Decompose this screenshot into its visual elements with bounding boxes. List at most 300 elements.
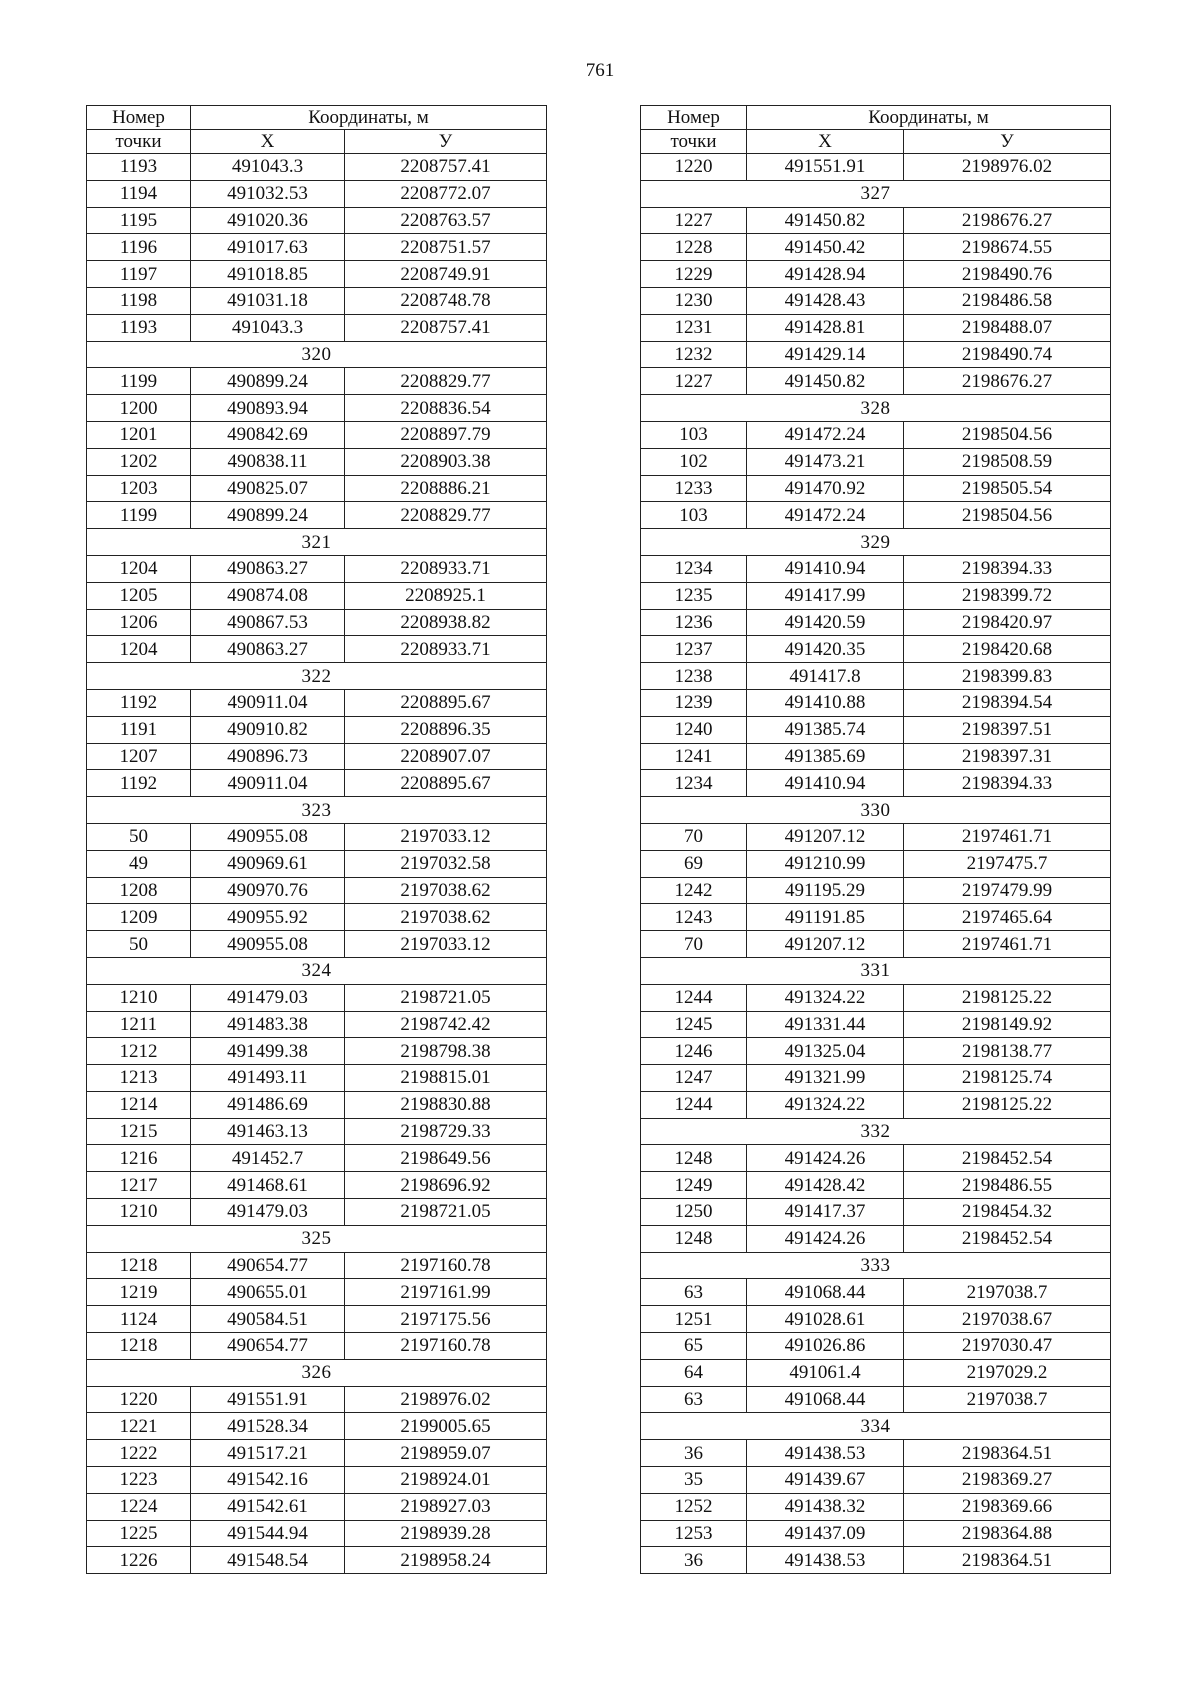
table-row bbox=[641, 663, 1111, 690]
table-row bbox=[641, 207, 1111, 234]
table-row bbox=[641, 234, 1111, 261]
point-number-cell: 1221 bbox=[87, 1413, 191, 1440]
point-number-cell: 70 bbox=[641, 823, 747, 850]
x-coordinate-cell: 491017.63 bbox=[191, 234, 345, 261]
point-number-cell: 1229 bbox=[641, 261, 747, 288]
table-row bbox=[641, 1386, 1111, 1413]
x-coordinate-cell: 491026.86 bbox=[747, 1333, 904, 1360]
x-coordinate-cell: 491417.8 bbox=[747, 663, 904, 690]
table-row bbox=[87, 1118, 547, 1145]
point-number-cell: 1248 bbox=[641, 1145, 747, 1172]
x-coordinate-cell: 491493.11 bbox=[191, 1065, 345, 1092]
point-number-cell: 1219 bbox=[87, 1279, 191, 1306]
x-coordinate-cell: 491450.42 bbox=[747, 234, 904, 261]
y-coordinate-cell: 2197029.2 bbox=[904, 1359, 1111, 1386]
y-coordinate-cell: 2197160.78 bbox=[345, 1252, 547, 1279]
coordinates-header: Координаты, м bbox=[747, 106, 1111, 130]
table-row bbox=[641, 1467, 1111, 1494]
y-coordinate-cell: 2208757.41 bbox=[345, 314, 547, 341]
y-coordinate-cell: 2198399.83 bbox=[904, 663, 1111, 690]
table-row bbox=[641, 770, 1111, 797]
y-coordinate-cell: 2198742.42 bbox=[345, 1011, 547, 1038]
x-coordinate-cell: 491420.35 bbox=[747, 636, 904, 663]
point-number-cell: 1236 bbox=[641, 609, 747, 636]
x-coordinate-cell: 491452.7 bbox=[191, 1145, 345, 1172]
point-number-cell: 1193 bbox=[87, 154, 191, 181]
y-coordinate-cell: 2198486.55 bbox=[904, 1172, 1111, 1199]
table-row bbox=[87, 287, 547, 314]
point-number-cell: 1235 bbox=[641, 582, 747, 609]
y-coordinate-cell: 2197038.67 bbox=[904, 1306, 1111, 1333]
y-coordinate-cell: 2208829.77 bbox=[345, 502, 547, 529]
table-row bbox=[641, 1279, 1111, 1306]
table-row bbox=[641, 1225, 1111, 1252]
y-coordinate-cell: 2197161.99 bbox=[345, 1279, 547, 1306]
point-number-cell: 1209 bbox=[87, 904, 191, 931]
x-coordinate-cell: 491450.82 bbox=[747, 368, 904, 395]
point-number-cell: 1202 bbox=[87, 448, 191, 475]
table-row bbox=[641, 877, 1111, 904]
y-coordinate-cell: 2208895.67 bbox=[345, 689, 547, 716]
x-coordinate-cell: 491528.34 bbox=[191, 1413, 345, 1440]
x-coordinate-cell: 490911.04 bbox=[191, 770, 345, 797]
point-number-cell: 36 bbox=[641, 1440, 747, 1467]
y-coordinate-cell: 2198798.38 bbox=[345, 1038, 547, 1065]
point-number-cell: 1232 bbox=[641, 341, 747, 368]
point-number-cell: 1238 bbox=[641, 663, 747, 690]
point-number-cell: 1245 bbox=[641, 1011, 747, 1038]
point-number-cell: 1199 bbox=[87, 368, 191, 395]
x-coordinate-cell: 491043.3 bbox=[191, 314, 345, 341]
point-number-cell: 1222 bbox=[87, 1440, 191, 1467]
group-row bbox=[641, 529, 1111, 556]
group-number: 334 bbox=[641, 1413, 1111, 1440]
x-coordinate-cell: 491428.94 bbox=[747, 261, 904, 288]
x-coordinate-cell: 491031.18 bbox=[191, 287, 345, 314]
y-coordinate-cell: 2198420.68 bbox=[904, 636, 1111, 663]
table-row bbox=[641, 287, 1111, 314]
group-row bbox=[641, 957, 1111, 984]
table-row bbox=[641, 448, 1111, 475]
table-row bbox=[87, 931, 547, 958]
y-coordinate-cell: 2197475.7 bbox=[904, 850, 1111, 877]
x-coordinate-cell: 490654.77 bbox=[191, 1333, 345, 1360]
y-coordinate-cell: 2198138.77 bbox=[904, 1038, 1111, 1065]
y-coordinate-cell: 2198125.22 bbox=[904, 1091, 1111, 1118]
group-row bbox=[641, 1118, 1111, 1145]
y-column-header: У bbox=[904, 130, 1111, 154]
table-row bbox=[87, 475, 547, 502]
point-number-header-line2: точки bbox=[87, 130, 191, 154]
x-coordinate-cell: 491428.42 bbox=[747, 1172, 904, 1199]
x-column-header: X bbox=[747, 130, 904, 154]
x-coordinate-cell: 491410.88 bbox=[747, 689, 904, 716]
group-row bbox=[87, 529, 547, 556]
y-coordinate-cell: 2198397.51 bbox=[904, 716, 1111, 743]
table-row bbox=[87, 1306, 547, 1333]
point-number-cell: 63 bbox=[641, 1386, 747, 1413]
x-coordinate-cell: 491385.69 bbox=[747, 743, 904, 770]
table-row bbox=[87, 1172, 547, 1199]
y-coordinate-cell: 2208836.54 bbox=[345, 395, 547, 422]
point-number-cell: 64 bbox=[641, 1359, 747, 1386]
point-number-cell: 1193 bbox=[87, 314, 191, 341]
table-row bbox=[87, 368, 547, 395]
point-number-cell: 1252 bbox=[641, 1493, 747, 1520]
table-row bbox=[87, 502, 547, 529]
point-number-cell: 49 bbox=[87, 850, 191, 877]
x-coordinate-cell: 490863.27 bbox=[191, 636, 345, 663]
point-number-cell: 1192 bbox=[87, 689, 191, 716]
x-coordinate-cell: 491324.22 bbox=[747, 984, 904, 1011]
point-number-cell: 1223 bbox=[87, 1467, 191, 1494]
y-coordinate-cell: 2197033.12 bbox=[345, 823, 547, 850]
x-coordinate-cell: 491479.03 bbox=[191, 1199, 345, 1226]
group-number: 329 bbox=[641, 529, 1111, 556]
x-coordinate-cell: 491437.09 bbox=[747, 1520, 904, 1547]
y-coordinate-cell: 2208751.57 bbox=[345, 234, 547, 261]
x-coordinate-cell: 490584.51 bbox=[191, 1306, 345, 1333]
point-number-cell: 1197 bbox=[87, 261, 191, 288]
x-column-header: X bbox=[191, 130, 345, 154]
x-coordinate-cell: 490867.53 bbox=[191, 609, 345, 636]
table-row bbox=[641, 1011, 1111, 1038]
point-number-cell: 1240 bbox=[641, 716, 747, 743]
table-row bbox=[641, 341, 1111, 368]
y-column-header: У bbox=[345, 130, 547, 154]
table-row bbox=[641, 850, 1111, 877]
group-row bbox=[87, 1359, 547, 1386]
y-coordinate-cell: 2198505.54 bbox=[904, 475, 1111, 502]
table-row bbox=[87, 984, 547, 1011]
x-coordinate-cell: 491420.59 bbox=[747, 609, 904, 636]
point-number-header: Номер bbox=[641, 106, 747, 130]
group-row bbox=[641, 180, 1111, 207]
point-number-cell: 1211 bbox=[87, 1011, 191, 1038]
y-coordinate-cell: 2198676.27 bbox=[904, 207, 1111, 234]
table-row bbox=[87, 1547, 547, 1574]
table-row bbox=[87, 1252, 547, 1279]
table-row bbox=[641, 716, 1111, 743]
y-coordinate-cell: 2198721.05 bbox=[345, 984, 547, 1011]
table-row bbox=[87, 877, 547, 904]
group-row bbox=[87, 663, 547, 690]
y-coordinate-cell: 2197033.12 bbox=[345, 931, 547, 958]
table-body-right bbox=[641, 154, 1111, 1574]
point-number-cell: 35 bbox=[641, 1467, 747, 1494]
point-number-cell: 1224 bbox=[87, 1493, 191, 1520]
x-coordinate-cell: 491410.94 bbox=[747, 555, 904, 582]
table-row bbox=[641, 368, 1111, 395]
x-coordinate-cell: 491479.03 bbox=[191, 984, 345, 1011]
group-number: 325 bbox=[87, 1225, 547, 1252]
point-number-cell: 1210 bbox=[87, 1199, 191, 1226]
point-number-cell: 1246 bbox=[641, 1038, 747, 1065]
x-coordinate-cell: 491548.54 bbox=[191, 1547, 345, 1574]
point-number-cell: 1192 bbox=[87, 770, 191, 797]
table-row bbox=[641, 502, 1111, 529]
point-number-cell: 1253 bbox=[641, 1520, 747, 1547]
group-number: 321 bbox=[87, 529, 547, 556]
x-coordinate-cell: 491472.24 bbox=[747, 421, 904, 448]
point-number-cell: 1228 bbox=[641, 234, 747, 261]
table-row bbox=[87, 555, 547, 582]
x-coordinate-cell: 491463.13 bbox=[191, 1118, 345, 1145]
point-number-cell: 1244 bbox=[641, 1091, 747, 1118]
group-row bbox=[641, 797, 1111, 824]
table-row bbox=[641, 689, 1111, 716]
point-number-cell: 1214 bbox=[87, 1091, 191, 1118]
table-row bbox=[87, 1145, 547, 1172]
y-coordinate-cell: 2198452.54 bbox=[904, 1225, 1111, 1252]
y-coordinate-cell: 2198674.55 bbox=[904, 234, 1111, 261]
point-number-cell: 1218 bbox=[87, 1333, 191, 1360]
point-number-cell: 1220 bbox=[641, 154, 747, 181]
y-coordinate-cell: 2197461.71 bbox=[904, 931, 1111, 958]
point-number-cell: 1207 bbox=[87, 743, 191, 770]
point-number-cell: 1242 bbox=[641, 877, 747, 904]
group-number: 320 bbox=[87, 341, 547, 368]
y-coordinate-cell: 2198454.32 bbox=[904, 1199, 1111, 1226]
point-number-cell: 1234 bbox=[641, 555, 747, 582]
x-coordinate-cell: 491068.44 bbox=[747, 1279, 904, 1306]
x-coordinate-cell: 490874.08 bbox=[191, 582, 345, 609]
point-number-cell: 1204 bbox=[87, 555, 191, 582]
x-coordinate-cell: 490896.73 bbox=[191, 743, 345, 770]
point-number-cell: 1203 bbox=[87, 475, 191, 502]
x-coordinate-cell: 490970.76 bbox=[191, 877, 345, 904]
table-row bbox=[87, 904, 547, 931]
x-coordinate-cell: 491385.74 bbox=[747, 716, 904, 743]
group-row bbox=[87, 957, 547, 984]
point-number-cell: 1220 bbox=[87, 1386, 191, 1413]
x-coordinate-cell: 491428.81 bbox=[747, 314, 904, 341]
table-row bbox=[87, 823, 547, 850]
x-coordinate-cell: 491438.32 bbox=[747, 1493, 904, 1520]
point-number-cell: 1217 bbox=[87, 1172, 191, 1199]
table-row bbox=[641, 1493, 1111, 1520]
x-coordinate-cell: 490838.11 bbox=[191, 448, 345, 475]
table-row bbox=[87, 1440, 547, 1467]
x-coordinate-cell: 491428.43 bbox=[747, 287, 904, 314]
x-coordinate-cell: 491472.24 bbox=[747, 502, 904, 529]
y-coordinate-cell: 2198490.74 bbox=[904, 341, 1111, 368]
y-coordinate-cell: 2197461.71 bbox=[904, 823, 1111, 850]
table-row bbox=[641, 636, 1111, 663]
table-row bbox=[641, 555, 1111, 582]
x-coordinate-cell: 490825.07 bbox=[191, 475, 345, 502]
point-number-header-line2: точки bbox=[641, 130, 747, 154]
point-number-cell: 1247 bbox=[641, 1065, 747, 1092]
table-row bbox=[87, 1065, 547, 1092]
point-number-cell: 1225 bbox=[87, 1520, 191, 1547]
table-row bbox=[87, 395, 547, 422]
point-number-cell: 1199 bbox=[87, 502, 191, 529]
x-coordinate-cell: 490899.24 bbox=[191, 502, 345, 529]
table-row bbox=[641, 1440, 1111, 1467]
y-coordinate-cell: 2208748.78 bbox=[345, 287, 547, 314]
group-number: 332 bbox=[641, 1118, 1111, 1145]
group-row bbox=[641, 1252, 1111, 1279]
y-coordinate-cell: 2198394.33 bbox=[904, 770, 1111, 797]
y-coordinate-cell: 2208886.21 bbox=[345, 475, 547, 502]
y-coordinate-cell: 2208925.1 bbox=[345, 582, 547, 609]
x-coordinate-cell: 490955.92 bbox=[191, 904, 345, 931]
x-coordinate-cell: 490910.82 bbox=[191, 716, 345, 743]
y-coordinate-cell: 2208749.91 bbox=[345, 261, 547, 288]
y-coordinate-cell: 2198397.31 bbox=[904, 743, 1111, 770]
x-coordinate-cell: 491424.26 bbox=[747, 1145, 904, 1172]
table-row bbox=[87, 1520, 547, 1547]
y-coordinate-cell: 2198394.54 bbox=[904, 689, 1111, 716]
point-number-cell: 1191 bbox=[87, 716, 191, 743]
x-coordinate-cell: 491429.14 bbox=[747, 341, 904, 368]
y-coordinate-cell: 2208938.82 bbox=[345, 609, 547, 636]
y-coordinate-cell: 2208829.77 bbox=[345, 368, 547, 395]
y-coordinate-cell: 2197038.62 bbox=[345, 904, 547, 931]
y-coordinate-cell: 2197175.56 bbox=[345, 1306, 547, 1333]
y-coordinate-cell: 2198924.01 bbox=[345, 1467, 547, 1494]
table-row bbox=[87, 1386, 547, 1413]
table-row bbox=[87, 636, 547, 663]
x-coordinate-cell: 491325.04 bbox=[747, 1038, 904, 1065]
table-row bbox=[641, 421, 1111, 448]
table-row bbox=[641, 1172, 1111, 1199]
x-coordinate-cell: 491542.16 bbox=[191, 1467, 345, 1494]
y-coordinate-cell: 2197030.47 bbox=[904, 1333, 1111, 1360]
x-coordinate-cell: 490911.04 bbox=[191, 689, 345, 716]
table-row bbox=[641, 261, 1111, 288]
group-row bbox=[87, 1225, 547, 1252]
point-number-cell: 69 bbox=[641, 850, 747, 877]
table-row bbox=[87, 234, 547, 261]
point-number-cell: 1234 bbox=[641, 770, 747, 797]
table-row bbox=[87, 716, 547, 743]
y-coordinate-cell: 2198504.56 bbox=[904, 502, 1111, 529]
x-coordinate-cell: 491207.12 bbox=[747, 823, 904, 850]
table-row bbox=[87, 609, 547, 636]
table-row bbox=[87, 1038, 547, 1065]
table-row bbox=[87, 582, 547, 609]
table-row bbox=[641, 1091, 1111, 1118]
y-coordinate-cell: 2198452.54 bbox=[904, 1145, 1111, 1172]
y-coordinate-cell: 2198958.24 bbox=[345, 1547, 547, 1574]
x-coordinate-cell: 491544.94 bbox=[191, 1520, 345, 1547]
x-coordinate-cell: 491028.61 bbox=[747, 1306, 904, 1333]
table-row bbox=[641, 1306, 1111, 1333]
point-number-cell: 1216 bbox=[87, 1145, 191, 1172]
table-row bbox=[641, 154, 1111, 181]
y-coordinate-cell: 2198830.88 bbox=[345, 1091, 547, 1118]
group-number: 326 bbox=[87, 1359, 547, 1386]
y-coordinate-cell: 2198959.07 bbox=[345, 1440, 547, 1467]
point-number-cell: 1215 bbox=[87, 1118, 191, 1145]
y-coordinate-cell: 2197038.7 bbox=[904, 1386, 1111, 1413]
point-number-cell: 1206 bbox=[87, 609, 191, 636]
point-number-cell: 102 bbox=[641, 448, 747, 475]
table-row bbox=[641, 1199, 1111, 1226]
x-coordinate-cell: 491210.99 bbox=[747, 850, 904, 877]
point-number-cell: 1231 bbox=[641, 314, 747, 341]
point-number-cell: 1249 bbox=[641, 1172, 747, 1199]
x-coordinate-cell: 491410.94 bbox=[747, 770, 904, 797]
y-coordinate-cell: 2208897.79 bbox=[345, 421, 547, 448]
point-number-cell: 1212 bbox=[87, 1038, 191, 1065]
y-coordinate-cell: 2198490.76 bbox=[904, 261, 1111, 288]
table-body-left bbox=[87, 154, 547, 1574]
x-coordinate-cell: 491195.29 bbox=[747, 877, 904, 904]
group-number: 322 bbox=[87, 663, 547, 690]
point-number-cell: 1250 bbox=[641, 1199, 747, 1226]
x-coordinate-cell: 491020.36 bbox=[191, 207, 345, 234]
x-coordinate-cell: 491191.85 bbox=[747, 904, 904, 931]
table-row bbox=[641, 743, 1111, 770]
x-coordinate-cell: 491417.37 bbox=[747, 1199, 904, 1226]
table-row bbox=[87, 207, 547, 234]
y-coordinate-cell: 2198508.59 bbox=[904, 448, 1111, 475]
group-number: 331 bbox=[641, 957, 1111, 984]
point-number-cell: 1198 bbox=[87, 287, 191, 314]
point-number-cell: 1251 bbox=[641, 1306, 747, 1333]
point-number-cell: 1230 bbox=[641, 287, 747, 314]
table-row bbox=[641, 1333, 1111, 1360]
table-row bbox=[641, 1359, 1111, 1386]
x-coordinate-cell: 491450.82 bbox=[747, 207, 904, 234]
x-coordinate-cell: 491483.38 bbox=[191, 1011, 345, 1038]
y-coordinate-cell: 2198696.92 bbox=[345, 1172, 547, 1199]
x-coordinate-cell: 491068.44 bbox=[747, 1386, 904, 1413]
point-number-cell: 1200 bbox=[87, 395, 191, 422]
table-row bbox=[641, 984, 1111, 1011]
y-coordinate-cell: 2208907.07 bbox=[345, 743, 547, 770]
y-coordinate-cell: 2197038.62 bbox=[345, 877, 547, 904]
y-coordinate-cell: 2198927.03 bbox=[345, 1493, 547, 1520]
y-coordinate-cell: 2199005.65 bbox=[345, 1413, 547, 1440]
point-number-cell: 1208 bbox=[87, 877, 191, 904]
y-coordinate-cell: 2198125.22 bbox=[904, 984, 1111, 1011]
point-number-cell: 50 bbox=[87, 931, 191, 958]
group-number: 330 bbox=[641, 797, 1111, 824]
x-coordinate-cell: 491331.44 bbox=[747, 1011, 904, 1038]
y-coordinate-cell: 2198488.07 bbox=[904, 314, 1111, 341]
y-coordinate-cell: 2198815.01 bbox=[345, 1065, 547, 1092]
y-coordinate-cell: 2208933.71 bbox=[345, 555, 547, 582]
group-number: 328 bbox=[641, 395, 1111, 422]
table-row bbox=[87, 180, 547, 207]
y-coordinate-cell: 2198976.02 bbox=[345, 1386, 547, 1413]
point-number-cell: 1241 bbox=[641, 743, 747, 770]
point-number-cell: 1205 bbox=[87, 582, 191, 609]
point-number-cell: 63 bbox=[641, 1279, 747, 1306]
x-coordinate-cell: 491321.99 bbox=[747, 1065, 904, 1092]
table-row bbox=[641, 609, 1111, 636]
table-row bbox=[87, 421, 547, 448]
point-number-cell: 1213 bbox=[87, 1065, 191, 1092]
y-coordinate-cell: 2208896.35 bbox=[345, 716, 547, 743]
y-coordinate-cell: 2198420.97 bbox=[904, 609, 1111, 636]
y-coordinate-cell: 2197038.7 bbox=[904, 1279, 1111, 1306]
x-coordinate-cell: 491468.61 bbox=[191, 1172, 345, 1199]
x-coordinate-cell: 491551.91 bbox=[191, 1386, 345, 1413]
y-coordinate-cell: 2198394.33 bbox=[904, 555, 1111, 582]
point-number-cell: 1237 bbox=[641, 636, 747, 663]
x-coordinate-cell: 491542.61 bbox=[191, 1493, 345, 1520]
point-number-cell: 1124 bbox=[87, 1306, 191, 1333]
table-row bbox=[87, 261, 547, 288]
y-coordinate-cell: 2198399.72 bbox=[904, 582, 1111, 609]
point-number-cell: 1243 bbox=[641, 904, 747, 931]
x-coordinate-cell: 491470.92 bbox=[747, 475, 904, 502]
